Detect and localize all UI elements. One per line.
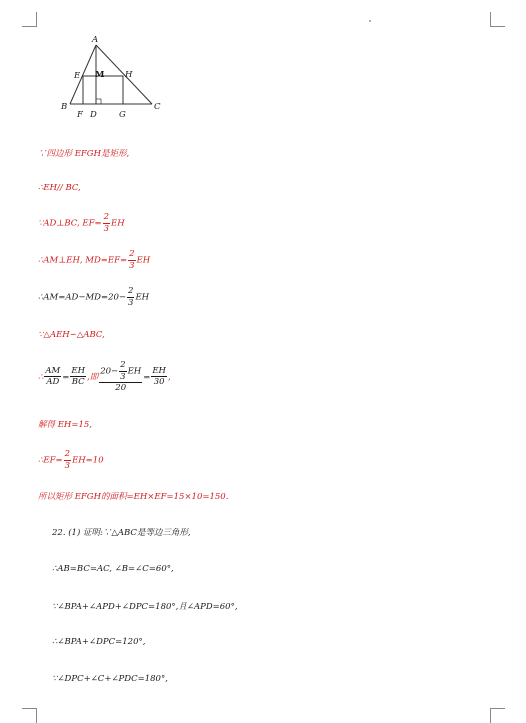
text-segment: EH [135, 292, 150, 303]
solution-line-9 [38, 450, 104, 470]
inner-fraction [119, 361, 126, 381]
fraction [103, 213, 110, 233]
numerator: AM [45, 365, 61, 376]
geometry-figure [55, 33, 165, 121]
proof-line-1: ∴AB=BC=AC, ∠B=∠C=60°, [52, 564, 174, 574]
label-h: H [125, 70, 133, 80]
label-c: C [154, 102, 161, 112]
label-b: B [61, 102, 68, 112]
numerator: 2 [120, 360, 126, 370]
numerator: 2 [128, 286, 134, 296]
label-m: M [95, 70, 105, 80]
right-angle-mark [96, 99, 101, 104]
equals-sign: = [62, 372, 70, 383]
numerator-part: EH [127, 366, 142, 377]
corner-mark-top-left [22, 12, 37, 27]
corner-mark-top-right [490, 12, 505, 27]
text-segment: ∴AM=AD−MD=20− [38, 292, 127, 303]
solution-line-5 [38, 287, 149, 307]
text-segment: ∴AM⊥EH, MD=EF= [38, 255, 128, 266]
fraction-compound [99, 361, 142, 393]
denominator: 3 [129, 260, 135, 271]
equals-sign: = [143, 372, 151, 383]
denominator: 20 [115, 383, 127, 393]
text-segment: ,即 [87, 372, 99, 383]
text-segment: EH=10 [72, 455, 104, 466]
text-segment: ∵AD⊥BC, EF= [38, 218, 102, 229]
text-segment: ∴ [38, 372, 44, 383]
denominator: 3 [64, 460, 71, 471]
denominator: 3 [103, 223, 110, 234]
numerator: EH [152, 365, 166, 376]
proof-line-3: ∴∠BPA+∠DPC=120°, [52, 637, 146, 647]
denominator: AD [46, 377, 60, 388]
text-segment: , [167, 372, 171, 383]
fraction [127, 287, 134, 307]
denominator: BC [71, 377, 85, 388]
denominator: 30 [153, 377, 165, 388]
solution-line-3 [38, 213, 125, 233]
solution-line-4 [38, 250, 150, 270]
problem-22-heading: 22. (1) 证明:∵△ABC是等边三角形, [52, 528, 191, 538]
solution-line-6: ∵△AEH∽△ABC, [38, 330, 105, 340]
numerator [99, 361, 142, 383]
corner-mark-bottom-right [490, 708, 505, 723]
solution-line-7 [38, 361, 171, 393]
proof-line-4: ∵∠DPC+∠C+∠PDC=180°, [52, 674, 168, 684]
label-f: F [77, 110, 83, 120]
solution-line-1: ∵四边形 EFGH是矩形, [38, 149, 130, 159]
label-a: A [92, 35, 99, 45]
rectangle-efgh [83, 76, 123, 104]
solution-line-10: 所以矩形 EFGH的面积=EH×EF=15×10=150. [38, 492, 229, 502]
text-segment: EH [111, 218, 125, 229]
fraction [64, 450, 71, 470]
numerator: 2 [129, 249, 135, 259]
fraction-eh-30 [151, 367, 167, 387]
denominator: 3 [120, 371, 126, 382]
numerator: EH [71, 365, 86, 376]
numerator: 2 [103, 212, 110, 222]
label-e: E [74, 71, 81, 81]
label-d: D [90, 110, 97, 120]
speck [369, 20, 371, 22]
proof-line-2: ∵∠BPA+∠APD+∠DPC=180°,且∠APD=60°, [52, 602, 238, 612]
text-segment: ∴EF= [38, 455, 63, 466]
numerator-part: 20− [100, 366, 119, 377]
fraction-eh-bc [70, 367, 86, 387]
text-segment: EH [136, 255, 151, 266]
corner-mark-bottom-left [22, 708, 37, 723]
solution-line-2: ∴EH// BC, [38, 183, 81, 193]
denominator: 3 [128, 297, 134, 308]
numerator: 2 [64, 449, 71, 459]
solution-line-8: 解得 EH=15, [38, 420, 92, 430]
fraction [128, 250, 135, 270]
label-g: G [119, 110, 126, 120]
fraction-am-ad [44, 367, 61, 387]
